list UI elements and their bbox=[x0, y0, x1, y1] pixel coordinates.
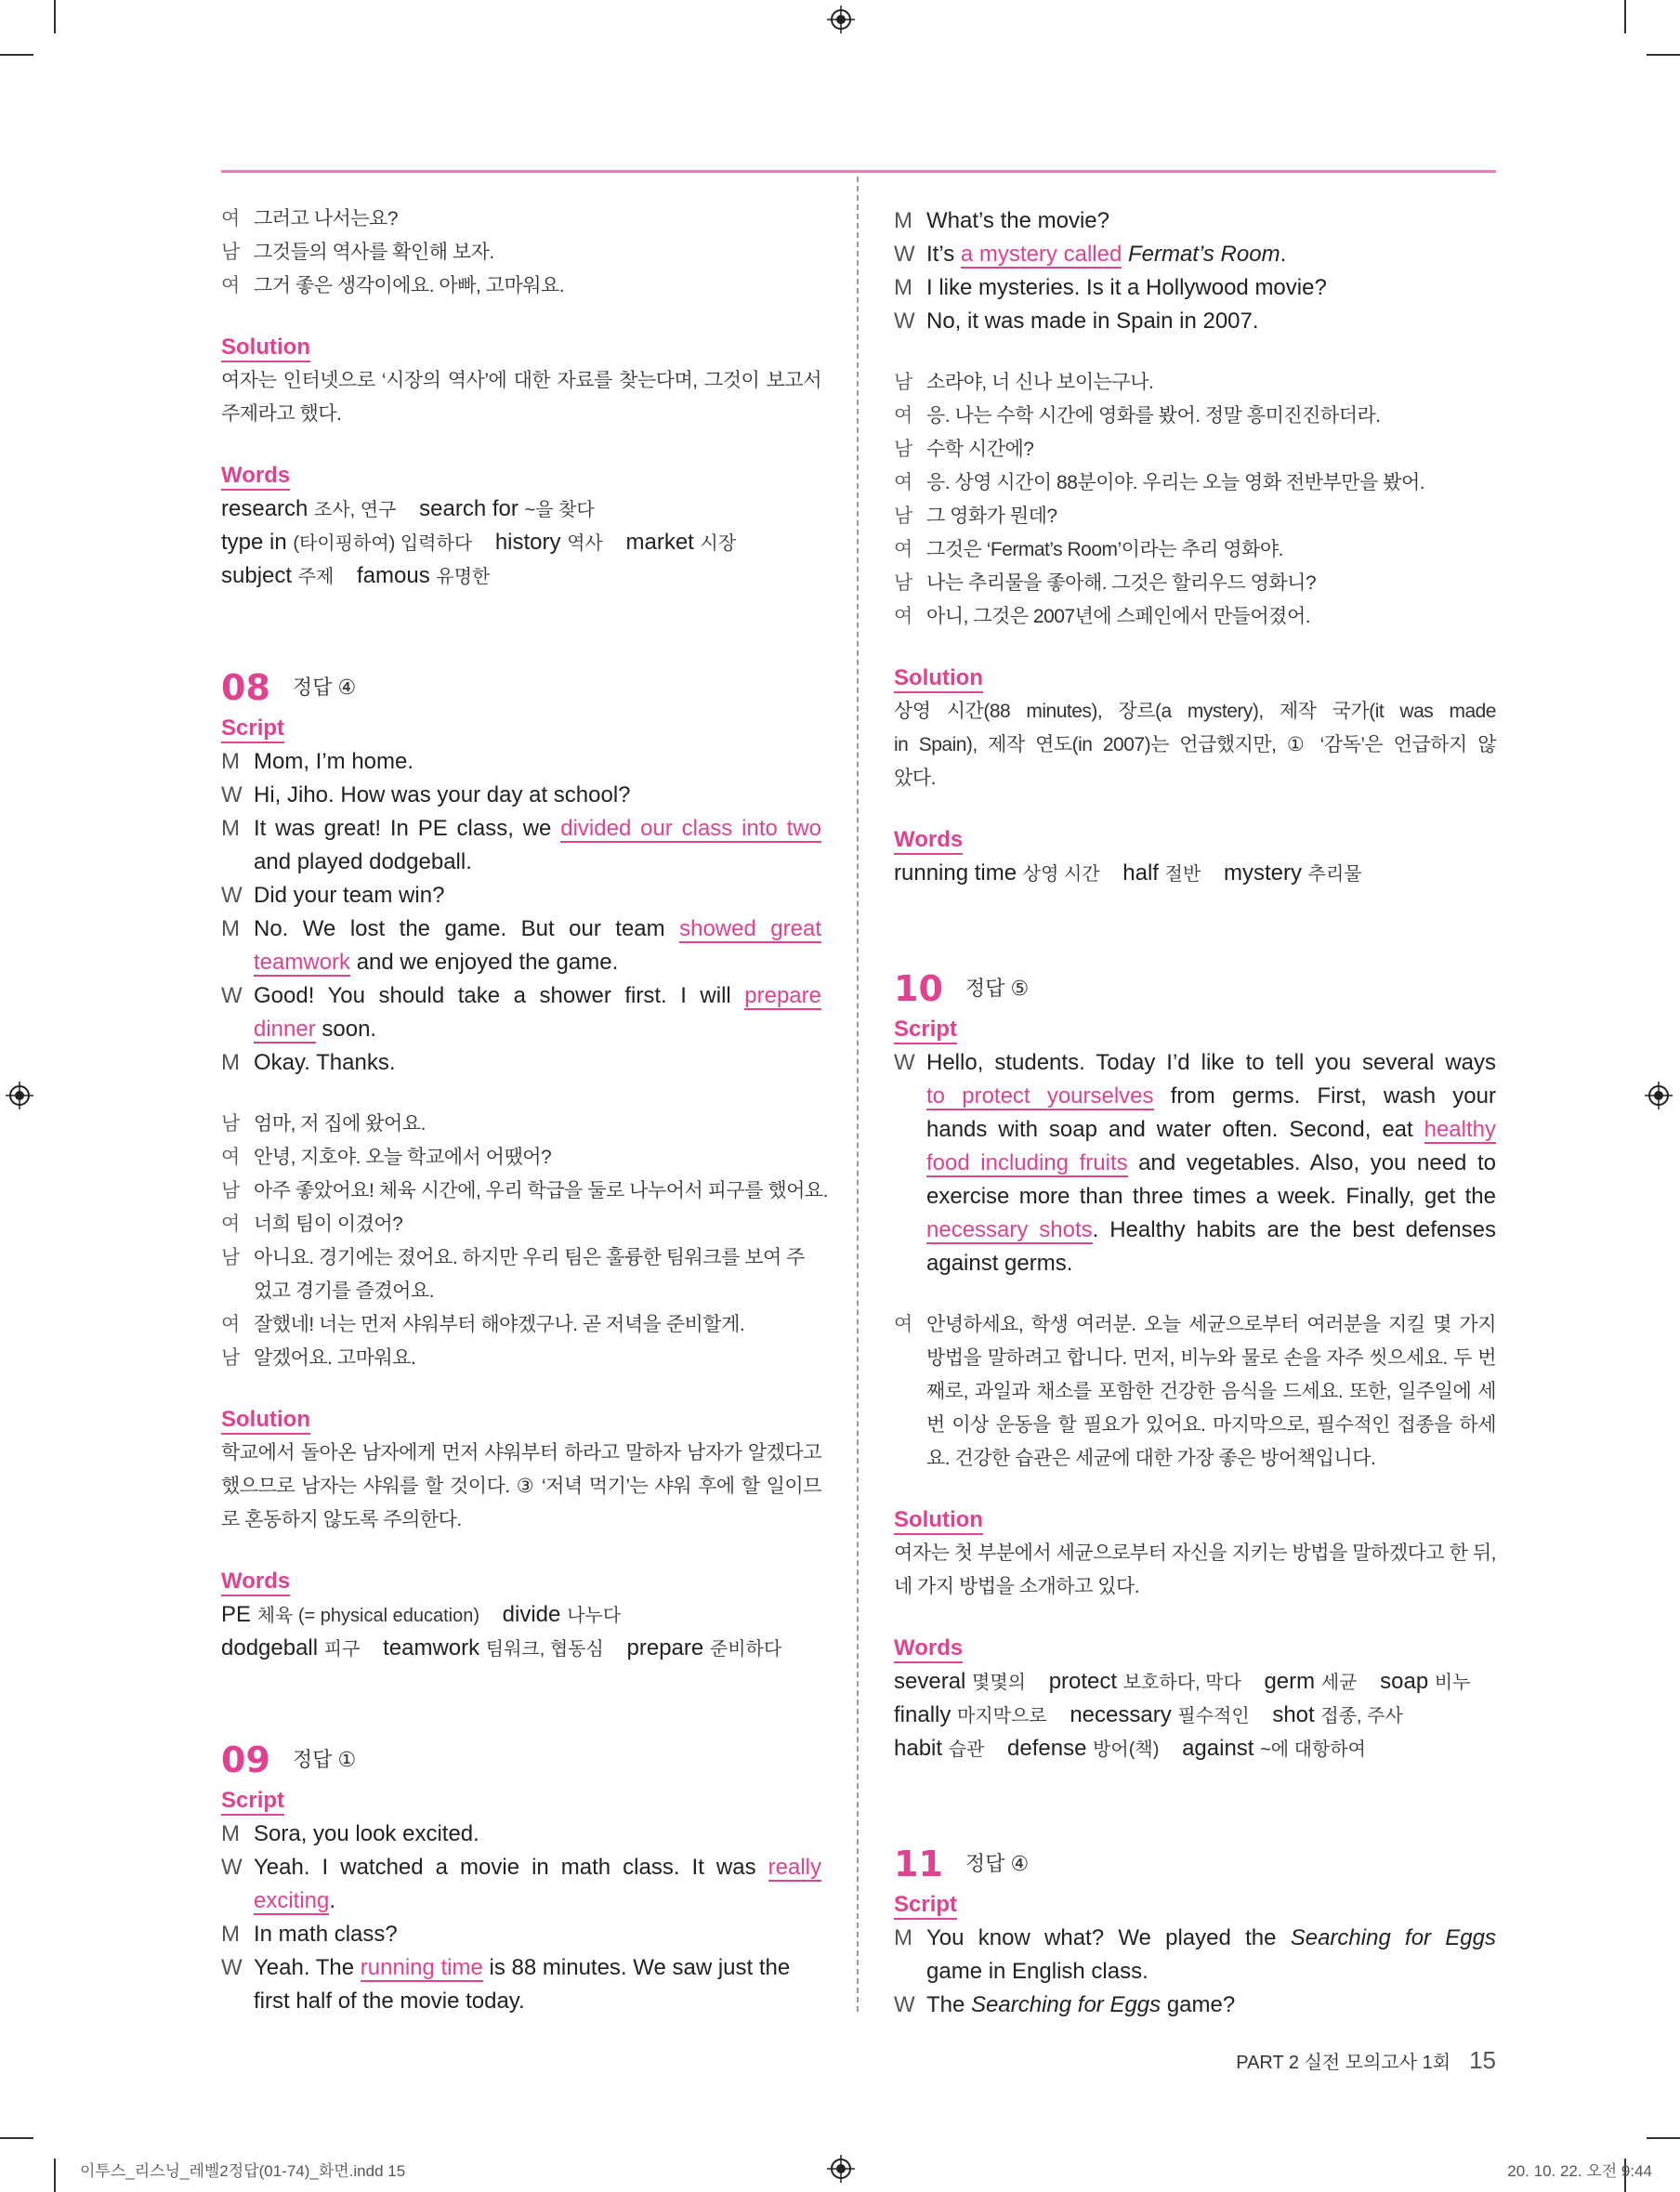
solution-heading: Solution bbox=[894, 662, 1496, 702]
script-08 bbox=[221, 745, 821, 1080]
answer-label: 정답 ④ bbox=[965, 1852, 1030, 1875]
question-number: 08 bbox=[221, 667, 270, 708]
script-line: against germs. bbox=[926, 1251, 1073, 1276]
question-number: 11 bbox=[894, 1844, 943, 1884]
solution-line: 았다. bbox=[894, 768, 936, 789]
script-line: first half of the movie today. bbox=[254, 1989, 525, 2014]
registration-mark-bottom-icon bbox=[827, 2155, 855, 2183]
words-heading: Words bbox=[221, 459, 821, 500]
answer-label: 정답 ④ bbox=[292, 676, 357, 699]
translation-09 bbox=[894, 366, 1496, 634]
answer-label: 정답 ⑤ bbox=[965, 977, 1030, 1000]
question-number: 09 bbox=[221, 1739, 270, 1780]
script-line: M You know what? We played the Searching for Eggs bbox=[894, 1925, 1496, 1950]
script-line: M No. We lost the game. But our team showed great bbox=[221, 916, 821, 941]
solution-heading: Solution bbox=[221, 331, 821, 372]
script-line: M It was great! In PE class, we divided our class into two bbox=[221, 816, 822, 841]
translation-line: 여 응. 상영 시간이 88분이야. 우리는 오늘 영화 전반부만을 봤어. bbox=[894, 472, 1425, 493]
translation-line: 남 알겠어요. 고마워요. bbox=[221, 1347, 416, 1369]
translation-line: 여 그것은 ‘Fermat’s Room’이라는 추리 영화야. bbox=[894, 539, 1283, 560]
translation-line: 남 아니요. 경기에는 졌어요. 하지만 우리 팀은 훌륭한 팀워크를 보여 주 bbox=[221, 1247, 805, 1268]
script-line: M Okay. Thanks. bbox=[221, 1050, 396, 1075]
translation-line: 번 이상 운동을 할 필요가 있어요. 마지막으로, 필수적인 접종을 하세 bbox=[926, 1414, 1496, 1436]
script-line: necessary shots. Healthy habits are the best defenses bbox=[926, 1217, 1496, 1242]
header-rule bbox=[221, 170, 1496, 173]
translation-line: 여 응. 나는 수학 시간에 영화를 봤어. 정말 흥미진진하더라. bbox=[894, 405, 1381, 427]
translation-line: 남 그 영화가 뭔데? bbox=[894, 505, 1057, 527]
translation-line: 남 나는 추리물을 좋아해. 그것은 할리우드 영화니? bbox=[894, 572, 1317, 594]
solution-line: 했으므로 남자는 샤워를 할 것이다. ③ ‘저녁 먹기’는 샤워 후에 할 일이므 bbox=[221, 1476, 821, 1497]
translation-line: 여 안녕하세요, 학생 여러분. 오늘 세균으로부터 여러분을 지킬 몇 가지 bbox=[894, 1314, 1496, 1335]
question-10-header bbox=[894, 959, 1496, 1018]
words-heading: Words bbox=[894, 823, 1496, 864]
solution-line: in Spain), 제작 연도(in 2007)는 언급했지만, ① ‘감독’은 언급하지 않 bbox=[894, 734, 1496, 755]
words-line: finally 마지막으로 necessary 필수적인 shot 접종, 주사 bbox=[894, 1702, 1403, 1727]
script-line: hands with soap and water often. Second, eat healthy bbox=[926, 1117, 1496, 1142]
script-line: and played dodgeball. bbox=[254, 849, 472, 874]
script-line: W Yeah. The running time is 88 minutes. We saw just the bbox=[221, 1955, 791, 1980]
script-line: food including fruits and vegetables. Also, you need to bbox=[926, 1150, 1496, 1175]
translation-line: 방법을 말하려고 합니다. 먼저, 비누와 물로 손을 자주 씻으세요. 두 번 bbox=[926, 1347, 1496, 1369]
words-line: running time 상영 시간 half 절반 mystery 추리물 bbox=[894, 860, 1362, 886]
question-11-header bbox=[894, 1834, 1496, 1894]
question-08-header bbox=[221, 658, 821, 717]
script-line: W It’s a mystery called Fermat’s Room. bbox=[894, 242, 1287, 267]
right-column bbox=[894, 204, 1496, 2022]
script-09-continued bbox=[894, 204, 1496, 338]
translation-line: 었고 경기를 즐겼어요. bbox=[254, 1280, 435, 1302]
solution-line: 로 혼동하지 않도록 주의한다. bbox=[221, 1509, 462, 1530]
translation-line: 여 안녕, 지호야. 오늘 학교에서 어땠어? bbox=[221, 1147, 552, 1168]
script-line: W Hi, Jiho. How was your day at school? bbox=[221, 782, 631, 807]
solution-heading: Solution bbox=[894, 1503, 1496, 1544]
script-line: M Mom, I’m home. bbox=[221, 749, 414, 774]
script-11 bbox=[894, 1922, 1496, 2022]
script-heading: Script bbox=[221, 1784, 821, 1825]
dialogue-line: 여 그러고 나서는요? bbox=[221, 208, 399, 230]
solution-line: 여자는 첫 부분에서 세균으로부터 자신을 지키는 방법을 말하겠다고 한 뒤, bbox=[894, 1542, 1496, 1564]
words-heading: Words bbox=[894, 1632, 1496, 1673]
translation-line: 요. 건강한 습관은 세균에 대한 가장 좋은 방어책입니다. bbox=[926, 1448, 1376, 1469]
script-line: W Hello, students. Today I’d like to tell you several ways bbox=[894, 1050, 1496, 1075]
translation-line: 남 아주 좋았어요! 체육 시간에, 우리 학급을 둘로 나누어서 피구를 했어요. bbox=[221, 1180, 829, 1201]
script-line: to protect yourselves from germs. First, wash your bbox=[926, 1083, 1496, 1109]
script-heading: Script bbox=[221, 712, 821, 753]
script-line: W Good! You should take a shower first. I will prepare bbox=[221, 983, 821, 1008]
script-line: M I like mysteries. Is it a Hollywood movie? bbox=[894, 275, 1327, 300]
script-line: game in English class. bbox=[926, 1959, 1148, 1984]
words-line: habit 습관 defense 방어(책) against ~에 대항하여 bbox=[894, 1736, 1366, 1761]
answer-label: 정답 ① bbox=[292, 1748, 357, 1771]
words-line: PE 체육 (= physical education) divide 나누다 bbox=[221, 1602, 622, 1627]
script-line: exciting. bbox=[254, 1888, 336, 1913]
translation-line: 남 소라야, 너 신나 보이는구나. bbox=[894, 372, 1154, 393]
solution-line: 주제라고 했다. bbox=[221, 403, 342, 425]
registration-mark-top-icon bbox=[827, 6, 855, 33]
translation-10 bbox=[894, 1308, 1496, 1476]
script-line: W No, it was made in Spain in 2007. bbox=[894, 308, 1259, 334]
words-line: research 조사, 연구 search for ~을 찾다 bbox=[221, 496, 595, 521]
solution-heading: Solution bbox=[221, 1403, 821, 1444]
translation-line: 여 너희 팀이 이겼어? bbox=[221, 1214, 403, 1235]
translation-line: 째로, 과일과 채소를 포함한 건강한 음식을 드세요. 또한, 일주일에 세 bbox=[926, 1381, 1496, 1402]
script-line: M What’s the movie? bbox=[894, 208, 1109, 233]
script-09 bbox=[221, 1818, 821, 2018]
translation-08 bbox=[221, 1108, 829, 1375]
script-line: dinner soon. bbox=[254, 1017, 377, 1042]
words-line: type in (타이핑하여) 입력하다 history 역사 market 시장 bbox=[221, 530, 737, 555]
solution-line: 학교에서 돌아온 남자에게 먼저 샤워부터 하라고 말하자 남자가 알겠다고 bbox=[221, 1442, 821, 1464]
script-heading: Script bbox=[894, 1888, 1496, 1929]
words-heading: Words bbox=[221, 1565, 821, 1606]
translation-line: 남 수학 시간에? bbox=[894, 439, 1034, 460]
solution-line: 상영 시간(88 minutes), 장르(a mystery), 제작 국가(it was made bbox=[894, 701, 1496, 722]
words-line: dodgeball 피구 teamwork 팀워크, 협동심 prepare 준비하다 bbox=[221, 1635, 782, 1660]
script-line: W Did your team win? bbox=[221, 883, 445, 908]
column-divider bbox=[857, 177, 859, 2012]
script-10 bbox=[894, 1046, 1496, 1280]
solution-line: 네 가지 방법을 소개하고 있다. bbox=[894, 1576, 1140, 1597]
script-line: M Sora, you look excited. bbox=[221, 1821, 479, 1846]
page-number: 15 bbox=[1469, 2046, 1496, 2074]
translation-line: 여 잘했네! 너는 먼저 샤워부터 해야겠구나. 곧 저녁을 준비할게. bbox=[221, 1314, 745, 1335]
script-line: W The Searching for Eggs game? bbox=[894, 1992, 1236, 2017]
dialogue-line: 여 그거 좋은 생각이에요. 아빠, 고마워요. bbox=[221, 275, 565, 296]
solution-line: 여자는 인터넷으로 ‘시장의 역사’에 대한 자료를 찾는다며, 그것이 보고서 bbox=[221, 370, 821, 391]
translation-line: 남 엄마, 저 집에 왔어요. bbox=[221, 1113, 426, 1135]
dialogue-line: 남 그것들의 역사를 확인해 보자. bbox=[221, 242, 494, 263]
intro-dialogue bbox=[221, 203, 821, 303]
script-line: W Yeah. I watched a movie in math class. It was really bbox=[221, 1855, 821, 1880]
translation-line: 여 아니, 그것은 2007년에 스페인에서 만들어졌어. bbox=[894, 606, 1311, 627]
print-slug-file: 이투스_리스닝_레벨2정답(01-74)_화면.indd 15 bbox=[80, 2162, 406, 2180]
page-footer bbox=[1236, 2046, 1496, 2075]
script-line: M In math class? bbox=[221, 1922, 398, 1947]
words-line: subject 주제 famous 유명한 bbox=[221, 563, 491, 588]
left-column bbox=[221, 203, 829, 2018]
words-line: several 몇몇의 protect 보호하다, 막다 germ 세균 soap 비누 bbox=[894, 1669, 1471, 1694]
script-heading: Script bbox=[894, 1013, 1496, 1054]
registration-mark-left-icon bbox=[6, 1082, 33, 1109]
script-line: exercise more than three times a week. Finally, get the bbox=[926, 1184, 1496, 1209]
section-label: PART 2 실전 모의고사 1회 bbox=[1236, 2053, 1451, 2073]
registration-mark-right-icon bbox=[1645, 1082, 1673, 1109]
question-09-header bbox=[221, 1730, 821, 1790]
print-slug-date: 20. 10. 22. 오전 9:44 bbox=[1507, 2162, 1652, 2180]
script-line: teamwork and we enjoyed the game. bbox=[254, 950, 619, 975]
question-number: 10 bbox=[894, 968, 943, 1009]
